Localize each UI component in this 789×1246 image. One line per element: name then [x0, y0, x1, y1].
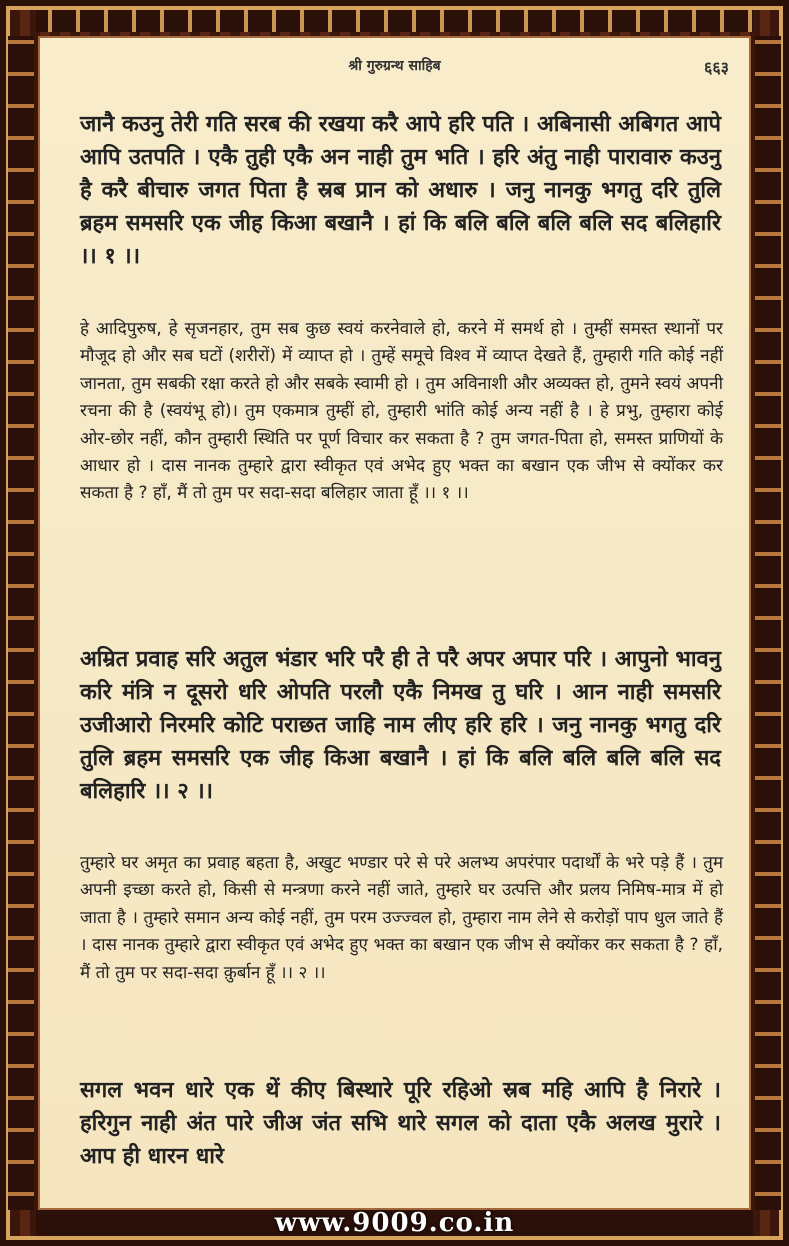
frame-right-ornament — [755, 36, 781, 1210]
website-url: www.9009.co.in — [274, 1208, 515, 1238]
translation-2: तुम्हारे घर अमृत का प्रवाह बहता है, अखुट भण्डार परे से परे अलभ्य अपरंपार पदार्थों के भरे पड़े हैं । तुम अपनी इच्छा करते हो, किसी से मन्त्रणा करने नहीं जाते, तुम्हारे घर उत्पत्ति और प्रलय निमिष-मात्र में हो जाता है । तुम्हारे समान अन्य कोई नहीं, तुम परम उज्ज्वल हो, तुम्हारा नाम लेने से करोड़ों पाप धुल जाते हैं । दास नानक तुम्हारे द्वारा स्वीकृत एवं अभेद हुए भक्त का बखान एक जीभ से क्योंकर कर सकता है ? हाँ, मैं तो तुम पर सदा-सदा क़ुर्बान हूँ ।। २ ।। — [80, 853, 723, 983]
translation-1: हे आदिपुरुष, हे सृजनहार, तुम सब कुछ स्वयं करनेवाले हो, करने में समर्थ हो । तुम्हीं समस्त स्थानों पर मौजूद हो और सब घटों (शरीरों) में व्याप्त हो । तुम्हें समूचे विश्व में व्याप्त देखते हैं, तुम्हारी गति कोई नहीं जानता, तुम सबकी रक्षा करते हो और सबके स्वामी हो । तुम अविनाशी और अव्यक्त हो, तुमने स्वयं अपनी रचना की है (स्वयंभू हो)। तुम एकमात्र तुम्हीं हो, तुम्हारी भांति कोई अन्य नहीं है । हे प्रभु, तुम्हारा कोई ओर-छोर नहीं, कौन तुम्हारी स्थिति पर पूर्ण विचार कर सकता है ? तुम जगत-पिता हो, समस्त प्राणियों के आधार हो । दास नानक तुम्हारे द्वारा स्वीकृत एवं अभेद हुए भक्त का बखान एक जीभ से क्योंकर कर सकता है ? हाँ, मैं तो तुम पर सदा-सदा बलिहार जाता हूँ ।। १ ।। — [80, 319, 723, 504]
page-number: ६६३ — [704, 58, 729, 77]
frame-top-ornament — [36, 10, 753, 32]
scripture-page — [38, 36, 751, 1210]
gurbani-stanza-1: जानै कउनु तेरी गति सरब की रखया करै आपे हरि पति । अबिनासी अबिगत आपे आपि उतपति । एकै तुही एकै अन नाही तुम भति । हरि अंतु नाही पारावारु कउनु है करै बीचारु जगत पिता है स्रब प्रान को अधारु । जनु नानकु भगतु दरि तुलि ब्रहम समसरि एक जीह किआ बखानै । हां कि बलि बलि बलि बलि सद बलिहारि ।। १ ।। — [80, 112, 721, 269]
frame-left-ornament — [8, 36, 34, 1210]
gurbani-stanza-2: अम्रित प्रवाह सरि अतुल भंडार भरि परै ही ते परै अपर अपार परि । आपुनो भावनु करि मंत्रि न दूसरो धरि ओपति परलौ एकै निमख तु घरि । आन नाही समसरि उजीआरो निरमरि कोटि पराछत जाहि नाम लीए हरि हरि । जनु नानकु भगतु दरि तुलि ब्रहम समसरि एक जीह किआ बखानै । हां कि बलि बलि बलि बलि सद बलिहारि ।। २ ।। — [80, 647, 721, 804]
page-title: श्री गुरुग्रन्थ साहिब — [348, 58, 441, 74]
gurbani-stanza-3: सगल भवन धारे एक थें कीए बिस्थारे पूरि रहिओ स्रब महि आपि है निरारे । हरिगुन नाही अंत पारे जीअ जंत सभि थारे सगल को दाता एकै अलख मुरारे । आप ही धारन धारे — [80, 1078, 721, 1169]
page-header — [40, 56, 749, 78]
